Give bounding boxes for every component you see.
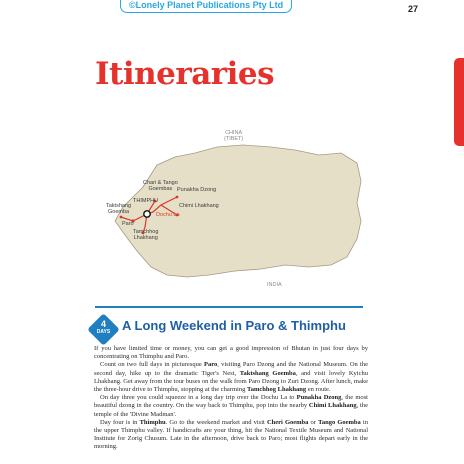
punakha-marker: [176, 196, 179, 199]
section-heading: A Long Weekend in Paro & Thimphu: [122, 318, 346, 333]
page-number: 27: [408, 4, 419, 14]
header-bar: [0, 0, 464, 16]
place-tango: Tango Goemba: [318, 418, 361, 426]
map-label-tamchhog: Tamchhog Lhakhang: [133, 229, 159, 241]
place-tamchhog: Tamchhog Lhakhang: [246, 386, 307, 394]
days-badge-text: [92, 320, 115, 335]
paragraph-day-three: On day three you could squeeze in a long day trip over the Dochu La to Punakha Dzong, the most beautiful dzong in the country. On the way back to Thimphu, pop into the nearby Chimi Lhakhang, the temple of the 'Divine Madman'.: [94, 394, 368, 418]
publisher-credit: ©Lonely Planet Publications Pty Ltd: [120, 0, 292, 13]
map-label-thimphu: THIMPHU: [133, 198, 159, 204]
map-label-paro: Paro: [122, 221, 134, 227]
bhutan-map: [95, 125, 363, 305]
paragraph-intro: If you have limited time or money, you can get a good impression of Bhutan in just four days by concentrating on Thimphu and Paro.: [94, 345, 368, 361]
section-divider: [95, 306, 363, 308]
chapter-tab: [454, 58, 464, 146]
place-cheri: Cheri Goemba: [266, 418, 309, 426]
map-label-chimi-lhakhang: Chimi Lhakhang: [179, 203, 219, 209]
thimphu-marker: [144, 211, 150, 217]
itinerary-body: [94, 345, 368, 452]
map-label-india: INDIA: [267, 282, 282, 288]
page-title: Itineraries: [95, 56, 275, 92]
map-label-punakha-dzong: Punakha Dzong: [177, 187, 217, 193]
paragraph-paro: Count on two full days in picturesque Paro, visiting Paro Dzong and the National Museum. On the second day, hike up to the dramatic Tiger's Nest, Taktshang Goemba, and visit lovely Kyichu Lhakhang. Get away from the tour buses on the walk from Paro Dzong to Zuri Dzong. After lunch, make the three-hour drive to Thimphu, stopping at the charming Tamchhog Lhakhang en route.: [94, 361, 368, 394]
map-label-china: CHINA (TIBET): [224, 130, 244, 142]
days-badge-number: 4: [100, 319, 106, 329]
place-punakha: Punakha Dzong: [296, 394, 342, 402]
map-label-taktshang: Taktshang Goemba: [106, 203, 132, 215]
map-label-dochu-la: Dochu La: [156, 212, 180, 218]
days-badge-unit: DAYS: [96, 329, 111, 335]
taktshang-marker: [120, 216, 123, 219]
place-chimi: Chimi Lhakhang: [308, 402, 357, 410]
map-graphic: [95, 125, 363, 305]
place-paro: Paro: [203, 361, 218, 369]
map-label-chari-tango: Chari & Tango Goembas: [143, 180, 178, 192]
bhutan-territory: [115, 145, 361, 277]
place-taktshang: Taktshang Goemba: [239, 369, 296, 377]
paragraph-day-four: Day four is in Thimphu. Go to the weekend market and visit Cheri Goemba or Tango Goemba in the upper Thimphu valley. If handicrafts are your thing, hit the National Textile Museum and National Institute for Zorig Chusum. Late in the afternoon, drive back to Paro; most flights depart early in the morning.: [94, 418, 368, 451]
place-thimphu: Thimphu: [139, 418, 166, 426]
